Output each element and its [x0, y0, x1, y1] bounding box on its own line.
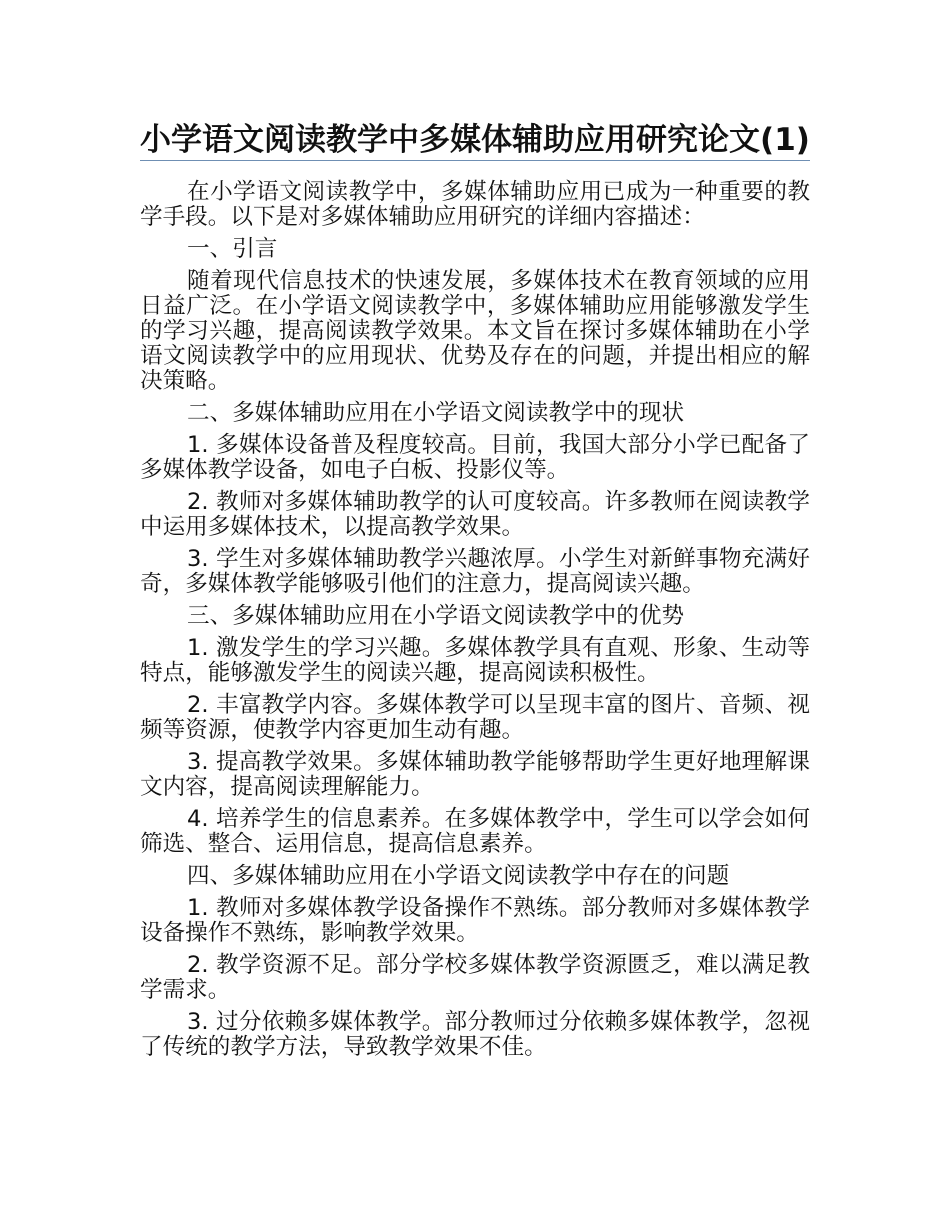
heading-section-4: 四、多媒体辅助应用在小学语文阅读教学中存在的问题	[187, 863, 730, 889]
paragraph-problem-2: 2. 教学资源不足。部分学校多媒体教学资源匮乏，难以满足教学需求。	[140, 952, 810, 1003]
paragraph-advantage-3: 3. 提高教学效果。多媒体辅助教学能够帮助学生更好地理解课文内容，提高阅读理解能力。	[140, 749, 810, 800]
paragraph-advantage-4: 4. 培养学生的信息素养。在多媒体教学中，学生可以学会如何筛选、整合、运用信息，提高信息素养。	[140, 806, 810, 857]
paragraph-intro: 在小学语文阅读教学中，多媒体辅助应用已成为一种重要的教学手段。以下是对多媒体辅助应用研究的详细内容描述：	[140, 179, 810, 230]
document-title: 小学语文阅读教学中多媒体辅助应用研究论文(1)	[140, 121, 810, 158]
heading-section-1: 一、引言	[187, 236, 278, 262]
paragraph-advantage-1: 1. 激发学生的学习兴趣。多媒体教学具有直观、形象、生动等特点，能够激发学生的阅读兴趣，提高阅读积极性。	[140, 635, 810, 686]
heading-section-3: 三、多媒体辅助应用在小学语文阅读教学中的优势	[187, 603, 685, 629]
paragraph-problem-1: 1. 教师对多媒体教学设备操作不熟练。部分教师对多媒体教学设备操作不熟练，影响教学效果。	[140, 895, 810, 946]
paragraph-advantage-2: 2. 丰富教学内容。多媒体教学可以呈现丰富的图片、音频、视频等资源，使教学内容更加生动有趣。	[140, 692, 810, 743]
paragraph-status-2: 2. 教师对多媒体辅助教学的认可度较高。许多教师在阅读教学中运用多媒体技术，以提高教学效果。	[140, 489, 810, 540]
heading-section-2: 二、多媒体辅助应用在小学语文阅读教学中的现状	[187, 400, 685, 426]
paragraph-section-1: 随着现代信息技术的快速发展，多媒体技术在教育领域的应用日益广泛。在小学语文阅读教学中，多媒体辅助应用能够激发学生的学习兴趣，提高阅读教学效果。本文旨在探讨多媒体辅助在小学语文阅读教学中的应用现状、优势及存在的问题，并提出相应的解决策略。	[140, 268, 810, 394]
document-body	[140, 180, 810, 1067]
paragraph-status-3: 3. 学生对多媒体辅助教学兴趣浓厚。小学生对新鲜事物充满好奇，多媒体教学能够吸引他们的注意力，提高阅读兴趣。	[140, 546, 810, 597]
paragraph-problem-3: 3. 过分依赖多媒体教学。部分教师过分依赖多媒体教学，忽视了传统的教学方法，导致教学效果不佳。	[140, 1009, 810, 1060]
paragraph-status-1: 1. 多媒体设备普及程度较高。目前，我国大部分小学已配备了多媒体教学设备，如电子白板、投影仪等。	[140, 432, 810, 483]
title-divider	[140, 160, 810, 161]
